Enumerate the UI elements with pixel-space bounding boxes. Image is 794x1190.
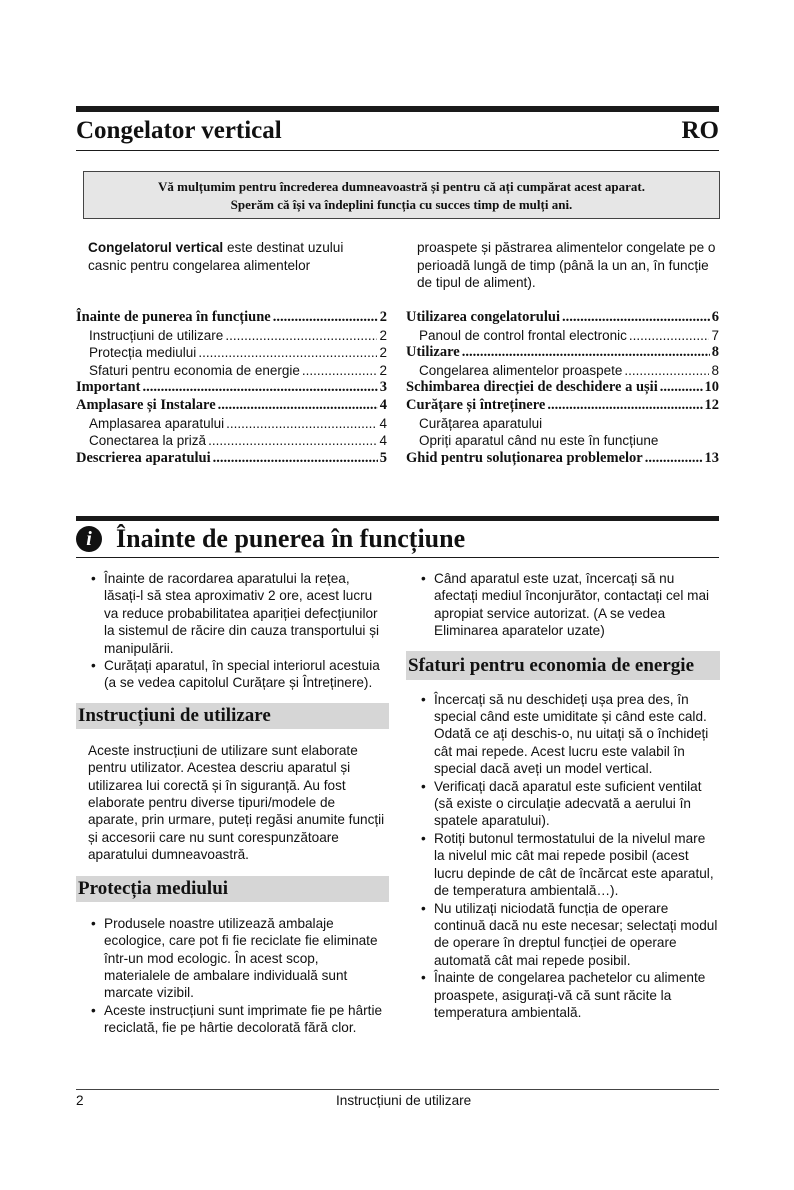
document-title: Congelator vertical <box>76 117 282 144</box>
toc-leader-dots <box>273 309 378 327</box>
toc-entry-label: Instrucțiuni de utilizare <box>89 327 224 343</box>
intro-bullet-list <box>88 570 384 692</box>
footer-rule <box>76 1089 719 1090</box>
toc-entry-label: Ghid pentru soluționarea problemelor <box>406 449 643 466</box>
bullet-item: • Produsele noastre utilizează ambalaje ecologice, care pot fi fie reciclate fie eliminate într-un mod ecologic. În acest scop, materialele de ambalare individuală sunt marcate vizibil. <box>88 915 384 1002</box>
intro-left-text: este destinat uzului casnic pentru congelarea alimentelor <box>88 240 344 273</box>
bullet-item: • Verificați dacă aparatul este suficient ventilat (să existe o circulație adecvată a aerului în spatele aparatului). <box>418 778 718 830</box>
bullet-item: • Rotiți butonul termostatului de la nivelul mare la nivelul mic cât mai repede posibil (acest lucru depinde de cât de încărcat este aparatul, de temperatura ambientală…). <box>418 830 718 900</box>
thank-you-line-2: Sperăm că își va îndeplini funcția cu succes timp de mulți ani. <box>230 197 573 212</box>
bullet-item: • Curățați aparatul, în special interiorul acestuia (a se vedea capitolul Curățare și Întreținere). <box>88 657 384 692</box>
toc-leader-dots <box>302 362 378 380</box>
toc-leader-dots <box>660 379 703 397</box>
toc-entry[interactable] <box>76 379 387 397</box>
intro-bold: Congelatorul vertical <box>88 240 224 255</box>
toc-entry-label: Înainte de punerea în funcțiune <box>76 309 271 325</box>
toc-entry-label: Curățarea aparatului <box>419 415 543 431</box>
toc-entry-label: Schimbarea direcției de deschidere a ușii <box>406 379 658 396</box>
toc-leader-dots <box>645 450 703 468</box>
bullet-item: • Nu utilizați niciodată funcția de operare continuă dacă nu este necesar; selectați modul de operare în dreptul funcției de operare automată cât mai repede posibil. <box>418 900 718 970</box>
toc-entry[interactable] <box>406 415 719 433</box>
energy-bullet-list <box>418 691 718 1022</box>
toc-entry-label: Congelarea alimentelor proaspete <box>419 362 623 378</box>
toc-entry[interactable] <box>406 397 719 415</box>
toc-entry-page: 8 <box>711 362 719 378</box>
toc-entry-label: Important <box>76 379 141 396</box>
toc-entry[interactable] <box>76 450 387 468</box>
toc-entry[interactable] <box>406 362 719 380</box>
toc-entry-page: 7 <box>711 327 719 343</box>
toc-entry[interactable] <box>76 362 387 380</box>
thank-you-line-1: Vă mulțumim pentru încrederea dumneavoastră și pentru că ați cumpărat acest aparat. <box>158 179 645 194</box>
intro-right: proaspete și păstrarea alimentelor congelate pe o perioadă lungă de timp (până la un an, în funcție de tipul de aliment). <box>417 240 716 290</box>
document-header <box>76 114 719 148</box>
instructions-text: Aceste instrucțiuni de utilizare sunt elaborate pentru utilizator. Acestea descriu aparatul și utilizarea lui corectă și în siguranță. Au fost elaborate pentru diverse tipuri/modele de aparate, prin urmare, puteți regăsi anumite funcții și accesorii care nu sunt corespunzătoare aparatului dumneavoastră. <box>88 742 385 863</box>
toc-entry-label: Conectarea la priză <box>89 433 207 449</box>
bullet-item: • Încercați să nu deschideți ușa prea des, în special când este umiditate și când este cald. Odată ce ați deschis-o, nu uitați să o închideți cât mai repede. Acest lucru este valabil în special dacă aveți un model vertical. <box>418 691 718 778</box>
toc-right-column <box>406 309 719 467</box>
header-rule-top <box>76 106 719 112</box>
toc-leader-dots <box>142 379 377 397</box>
toc-leader-dots <box>629 327 710 345</box>
toc-entry-page: 12 <box>704 396 719 413</box>
intro-left <box>88 239 378 274</box>
toc-entry-page: 4 <box>379 396 387 413</box>
toc-entry-page: 13 <box>704 449 719 466</box>
toc-entry[interactable] <box>76 344 387 362</box>
environment-bullet-list <box>88 915 384 1037</box>
toc-entry[interactable] <box>76 415 387 433</box>
toc-leader-dots <box>218 397 378 415</box>
toc-entry[interactable] <box>76 327 387 345</box>
toc-entry-page: 3 <box>379 379 387 396</box>
toc-entry[interactable] <box>406 450 719 468</box>
bullet-item: • Când aparatul este uzat, încercați să nu afectați mediul înconjurător, contactați cel mai apropiat service autorizat. (A se vedea Eliminarea aparatelor uzate) <box>418 570 718 640</box>
toc-entry-label: Sfaturi pentru economia de energie <box>89 362 300 378</box>
toc-entry[interactable] <box>406 327 719 345</box>
left-column <box>76 570 389 1037</box>
toc-leader-dots <box>562 309 710 327</box>
toc-entry-label: Amplasarea aparatului <box>89 415 225 431</box>
toc-entry[interactable] <box>76 397 387 415</box>
toc-entry-page: 8 <box>711 344 719 361</box>
toc-entry-label: Curățare și întreținere <box>406 396 546 413</box>
toc-entry-page: 2 <box>379 345 387 361</box>
toc-entry[interactable] <box>406 344 719 362</box>
toc-leader-dots <box>213 450 378 468</box>
toc-entry[interactable] <box>76 432 387 450</box>
toc-entry-page: 10 <box>704 379 719 396</box>
bullet-item: • Înainte de congelarea pachetelor cu alimente proaspete, asigurați-vă că sunt răcite la temperatura ambientală. <box>418 969 718 1021</box>
section-title: Înainte de punerea în funcțiune <box>116 524 466 553</box>
section-rule-bottom <box>76 557 719 558</box>
toc-entry[interactable] <box>406 309 719 327</box>
toc-entry[interactable] <box>406 432 719 450</box>
toc-entry-page: 5 <box>379 449 387 466</box>
toc-leader-dots <box>208 432 377 450</box>
bullet-item: • Înainte de racordarea aparatului la rețea, lăsați-l să stea aproximativ 2 ore, acest lucru va reduce probabilitatea apariției defecțiunilor la sistemul de răcire din cauza transportului și manipulării. <box>88 570 384 657</box>
language-code: RO <box>681 117 719 144</box>
toc-entry-label: Utilizare <box>406 344 460 361</box>
section-rule-top <box>76 516 719 521</box>
bullet-item: • Aceste instrucțiuni sunt imprimate fie pe hârtie reciclată, fie pe hârtie decolorată fără clor. <box>88 1002 384 1037</box>
toc-entry-label: Opriți aparatul când nu este în funcțiune <box>419 433 659 449</box>
toc-left-column <box>76 309 387 467</box>
toc-entry-page: 4 <box>379 415 387 431</box>
toc-leader-dots <box>547 397 702 415</box>
toc-entry-page: 6 <box>711 309 719 325</box>
toc-entry-page: 2 <box>379 327 387 343</box>
toc-entry-label: Panoul de control frontal electronic <box>419 327 627 343</box>
toc-entry-page: 2 <box>379 362 387 378</box>
toc-entry[interactable] <box>406 379 719 397</box>
toc-entry-label: Descrierea aparatului <box>76 449 211 466</box>
toc-entry-page: 4 <box>379 433 387 449</box>
instructions-heading: Instrucțiuni de utilizare <box>76 703 389 729</box>
energy-heading: Sfaturi pentru economia de energie <box>406 651 720 680</box>
environment-heading: Protecția mediului <box>76 876 389 902</box>
disposal-bullet-list <box>418 570 718 640</box>
toc-leader-dots <box>225 327 377 345</box>
footer-title: Instrucțiuni de utilizare <box>336 1093 472 1108</box>
toc-entry-label: Amplasare și Instalare <box>76 396 216 413</box>
info-icon: i <box>76 526 102 552</box>
toc-entry-label: Protecția mediului <box>89 345 197 361</box>
toc-leader-dots <box>462 344 710 362</box>
toc-entry-page: 2 <box>379 309 387 325</box>
header-rule-bottom <box>76 150 719 151</box>
toc-leader-dots <box>226 415 377 433</box>
right-column <box>406 570 720 1021</box>
toc-leader-dots <box>624 362 709 380</box>
toc-leader-dots <box>198 344 377 362</box>
page-number: 2 <box>76 1093 84 1108</box>
toc-entry-label: Utilizarea congelatorului <box>406 309 560 325</box>
thank-you-box <box>83 171 720 219</box>
section-header <box>76 522 719 556</box>
toc-entry[interactable] <box>76 309 387 327</box>
